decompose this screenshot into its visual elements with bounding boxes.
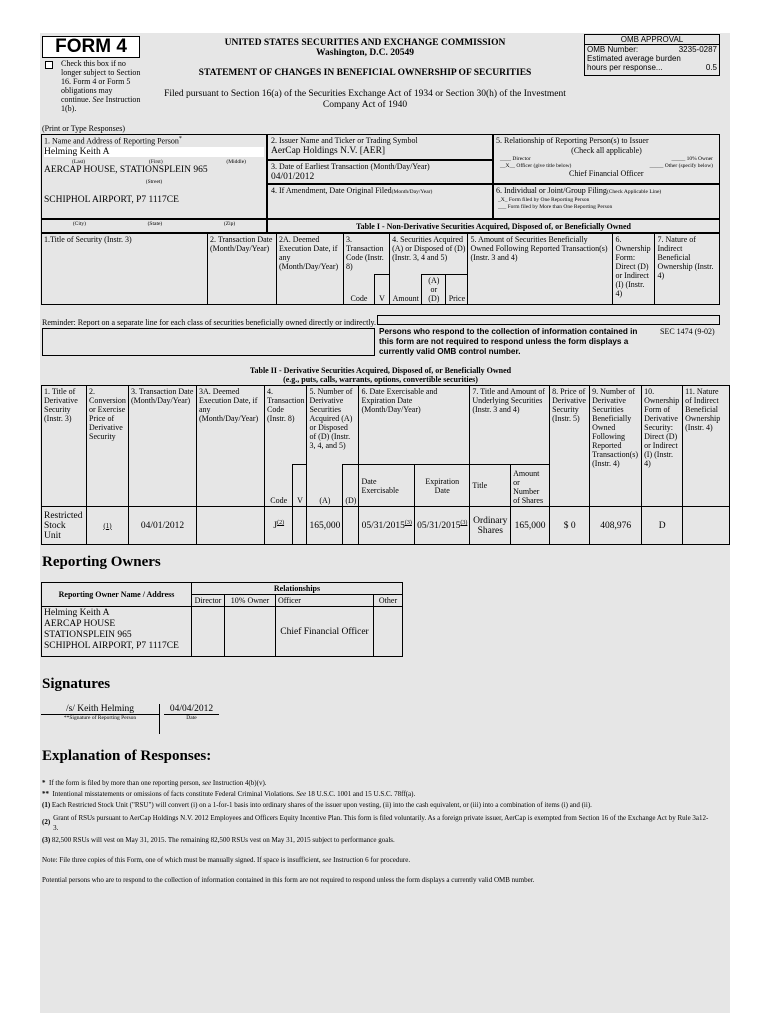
table1-title: Table I - Non-Derivative Securities Acquired, Disposed of, or Beneficially Owned (267, 219, 720, 233)
reporting-person-name: Helming Keith A (44, 147, 264, 157)
transaction-date: 04/01/2012 (129, 507, 197, 545)
omb-approval-box (584, 34, 720, 76)
table2-title: Table II - Derivative Securities Acquired, Disposed of, or Beneficially Owned (e.g., puts, calls, warrants, options, convertible securities) (249, 366, 512, 384)
city-state-zip-row: (City) (State) (Zip) (41, 219, 267, 233)
reporting-owners-heading: Reporting Owners (42, 554, 161, 570)
omb-hours: 0.5 (705, 63, 717, 72)
agency-heading: UNITED STATES SECURITIES AND EXCHANGE COMMISSION Washington, D.C. 20549 (224, 38, 506, 58)
filed-pursuant: Filed pursuant to Section 16(a) of the Securities Exchange Act of 1934 or Section 30(h) of the Investment Company Act of 1940 (164, 89, 566, 110)
checkbox-text: Check this box if no longer subject to Section 16. Form 4 or Form 5 obligations may continue. See Instruction 1(b). (61, 59, 141, 113)
signature-date-box: 04/04/2012 Date (164, 704, 219, 734)
reporting-owner-row: Helming Keith A AERCAP HOUSE STATIONSPLEIN 965 SCHIPHOL AIRPORT, P7 1117CE Chief Financial Officer (42, 607, 403, 657)
signature-date: 04/04/2012 (164, 704, 219, 715)
form-title: FORM 4 (42, 36, 140, 58)
derivative-security: Restricted Stock Unit (42, 507, 87, 545)
persons-notice: Persons who respond to the collection of information contained in this form are not required to respond unless the form displays a currently valid OMB control number. (379, 327, 638, 356)
omb-hours-label: hours per response... (587, 63, 663, 72)
omb-title: OMB APPROVAL (585, 35, 719, 45)
amendment-box: 4. If Amendment, Date Original Filed(Month/Day/Year) (267, 184, 493, 219)
notice-left-box (42, 328, 375, 356)
filing-box: 6. Individual or Joint/Group Filing(Check Applicable Line) _X_ Form filed by One Reporting Person ___ Form filed by More than One Reporting Person (493, 184, 720, 219)
reminder-blank-box (377, 315, 720, 325)
issuer-name: AerCap Holdings N.V. [AER] (271, 146, 386, 156)
relationship-box: 5. Relationship of Reporting Person(s) to Issuer (Check all applicable) ____ Director _____ 10% Owner __X__ Officer (give title below) _____ Other (specify below) Chief Financial Officer (493, 134, 720, 184)
no-longer-subject-checkbox[interactable] (45, 61, 53, 69)
issuer-box: 2. Issuer Name and Ticker or Trading Symbol AerCap Holdings N.V. [AER] (267, 134, 493, 160)
signature: /s/ Keith Helming (41, 704, 159, 715)
omb-burden-label: Estimated average burden (587, 54, 681, 63)
omb-number: 3235-0287 (678, 45, 717, 54)
reporting-person-box: 1. Name and Address of Reporting Person* Helming Keith A (Last) (First) (Middle) AERCAP HOUSE, STATIONSPLEIN 965 (Street) SCHIPHOL AIRPORT, P7 1117CE (41, 134, 267, 219)
table2: 1. Title of Derivative Security (Instr. 3) 2. Conversion or Exercise Price of Derivative Security 3. Transaction Date (Month/Day/Year) 3A. Deemed Execution Date, if any (Month/Day/Year) 4. Transaction Code (Instr. 8) 5. Number of Derivative Securities Acquired (A) or Disposed of (D) (Instr. 3, 4, and 5) 6. Date Exercisable and Expiration Date (Month/Day/Year) 7. Title and Amount of Underlying Securities (Instr. 3 and 4) 8. Price of Derivative Security (Instr. 5) 9. Number of Derivative Securities Beneficially Owned Following Reported Transaction(s) (Instr. 4) 10. Ownership Form of Derivative Security: Direct (D) or Indirect (I) (Instr. 4) 11. Nature of Indirect Beneficial Ownership (Instr. 4) Code V (A) (D) Date Exercisable Expiration Date Title Amount or Number of Shares Restricted Stock Unit (1) 04/01/2012 $J^{(2)}$ 165,000 05/31/2015$^{(3)}$ 05/31/2015$^{(3)}$ Ordinary Shares 165,000 $ 0 408,976 D (41, 385, 730, 545)
sec-code: SEC 1474 (9-02) (660, 327, 715, 336)
table1: 1.Title of Security (Instr. 3) 2. Transaction Date (Month/Day/Year) 2A. Deemed Execution Date, if any (Month/Day/Year) 3. Transaction Code (Instr. 8) 4. Securities Acquired (A) or Disposed of (D) (Instr. 3, 4 and 5) 5. Amount of Securities Beneficially Owned Following Reported Transaction(s) (Instr. 3 and 4) 6. Ownership Form: Direct (D) or Indirect (I) (Instr. 4) 7. Nature of Indirect Beneficial Ownership (Instr. 4) Code V Amount (A) or (D) Price (41, 233, 720, 305)
omb-number-label: OMB Number: (587, 45, 639, 54)
explanation-heading: Explanation of Responses: (42, 748, 212, 764)
earliest-date-box: 3. Date of Earliest Transaction (Month/Day/Year) 04/01/2012 (267, 160, 493, 184)
print-type-note: (Print or Type Responses) (42, 124, 126, 133)
statement-heading: STATEMENT OF CHANGES IN BENEFICIAL OWNERSHIP OF SECURITIES (198, 68, 532, 78)
signatures-heading: Signatures (42, 676, 111, 692)
reporting-person-address: AERCAP HOUSE, STATIONSPLEIN 965 (44, 164, 208, 175)
officer-title: Chief Financial Officer (569, 169, 644, 178)
signature-box: /s/ Keith Helming **Signature of Reporting Person (41, 704, 160, 734)
earliest-date: 04/01/2012 (271, 172, 315, 182)
table2-row: Restricted Stock Unit (1) 04/01/2012 $J^{(2)}$ 165,000 05/31/2015$^{(3)}$ 05/31/2015$^{(3)}$ Ordinary Shares 165,000 $ 0 408,976 D (42, 507, 730, 545)
reminder-text: Reminder: Report on a separate line for each class of securities beneficially owned directly or indirectly. (42, 318, 377, 327)
reporting-owners-table: Reporting Owner Name / Address Relationships Director 10% Owner Officer Other Helming Keith A AERCAP HOUSE STATIONSPLEIN 965 SCHIPHOL AIRPORT, P7 1117CE Chief Financial Officer (41, 582, 403, 657)
explanation-notes: * If the form is filed by more than one reporting person, see Instruction 4(b)(v). ** Intentional misstatements or omissions of facts constitute Federal Criminal Violations. See 18 U.S.C. 1001 and 15 U.S.C. 78ff(a). (1) Each Restricted Stock Unit ("RSU") will convert (i) on a 1-for-1 basis into ordinary shares of the issuer upon vesting, (ii) into the cash equivalent, or (iii) into a combination of items (i) and (ii). (2) Grant of RSUs pursuant to AerCap Holdings N.V. 2012 Employees and Officers Equity Incentive Plan. This form is filed voluntarily. As a foreign private issuer, AerCap is exempted from Section 16 of the Exchange Act by Rule 3a12-3. (3) 82,500 RSUs will vest on May 31, 2015. The remaining 82,500 RSUs vest on May 31, 2015 subject to performance goals. Note: File three copies of this Form, one of which must be manually signed. If space is insufficient, see Instruction 6 for procedure. Potential persons who are to respond to the collection of information contained in this form are not required to respond unless the form displays a currently valid OMB number. (42, 779, 709, 884)
reporting-person-city: SCHIPHOL AIRPORT, P7 1117CE (44, 194, 179, 205)
